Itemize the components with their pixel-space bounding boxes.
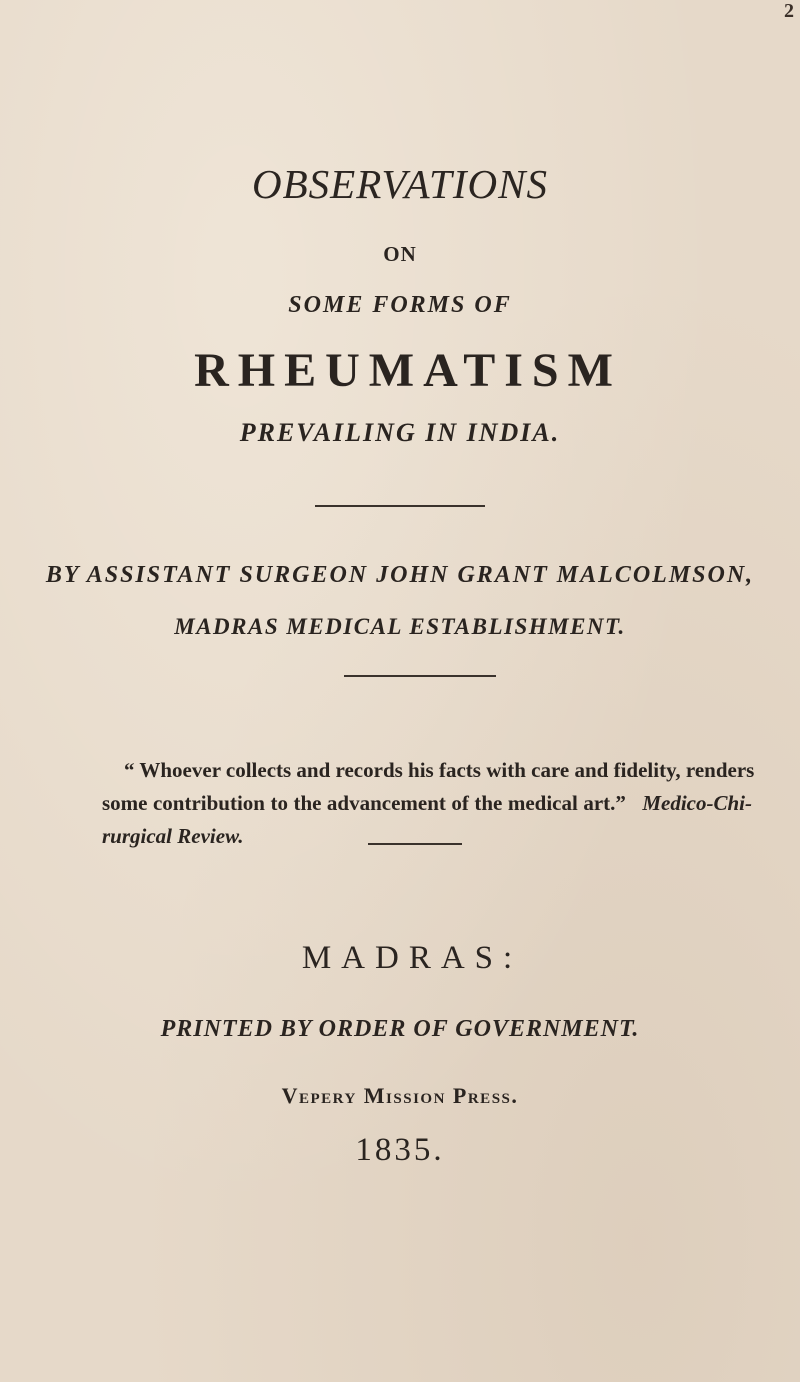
divider-rule	[315, 505, 485, 507]
subtitle-prevailing: PREVAILING IN INDIA.	[239, 418, 561, 447]
epigraph-line: “ Whoever collects and records his facts with care and fidelity, renders	[124, 758, 755, 782]
epigraph-source: Medico-Chi-	[642, 791, 752, 815]
epigraph-text: some contribution to the advancement of the medical art.”	[102, 791, 626, 815]
epigraph-line	[102, 787, 752, 820]
page-corner-mark: 2	[784, 0, 794, 22]
author-line: BY ASSISTANT SURGEON JOHN GRANT MALCOLMSON,	[45, 562, 755, 588]
divider-rule	[344, 675, 496, 677]
title-connector-on: ON	[383, 242, 417, 266]
divider-rule	[368, 843, 462, 845]
imprint-year: 1835.	[355, 1132, 445, 1168]
main-title: OBSERVATIONS	[252, 161, 548, 207]
imprint-press: Vepery Mission Press.	[281, 1083, 519, 1108]
epigraph	[102, 754, 755, 853]
imprint-city: MADRAS:	[301, 940, 523, 976]
subtitle-rheumatism: RHEUMATISM	[194, 344, 622, 397]
author-affiliation: MADRAS MEDICAL ESTABLISHMENT.	[174, 614, 626, 639]
subtitle-some-forms: SOME FORMS OF	[288, 292, 512, 318]
imprint-printed-by: PRINTED BY ORDER OF GOVERNMENT.	[160, 1016, 640, 1042]
epigraph-source-cont: rurgical Review.	[102, 824, 244, 848]
